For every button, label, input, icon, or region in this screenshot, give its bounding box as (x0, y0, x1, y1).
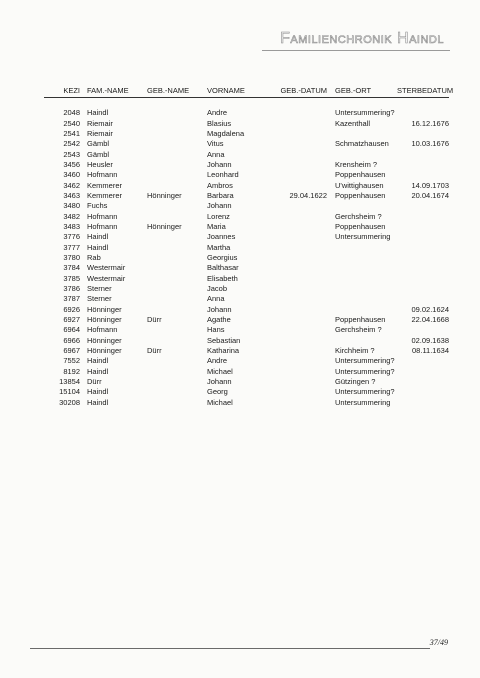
cell-kezi: 2542 (63, 139, 80, 149)
table-row (44, 305, 449, 315)
cell-birth-place (335, 201, 397, 211)
cell-first-name: Joannes (207, 232, 236, 242)
cell-birth-place: Gützingen ? (335, 376, 376, 386)
cell-family-name: Hönninger (87, 335, 122, 345)
cell-birth-date (269, 253, 335, 263)
column-header-first-name: VORNAME (207, 86, 269, 98)
table-row (44, 253, 449, 263)
table-row (44, 108, 449, 118)
cell-death-date (397, 212, 449, 222)
table-row (44, 243, 449, 253)
cell-birth-date (269, 367, 335, 377)
cell-birth-date (269, 201, 335, 211)
cell-kezi: 3786 (63, 283, 80, 293)
cell-birth-place: Untersummering? (335, 366, 395, 376)
table-row (44, 263, 449, 273)
cell-first-name: Georg (207, 387, 228, 397)
table-row (44, 294, 449, 304)
cell-birth-name (147, 212, 207, 222)
cell-death-date: 08.11.1634 (412, 345, 449, 355)
cell-birth-name (147, 139, 207, 149)
cell-kezi: 30208 (59, 397, 80, 407)
cell-family-name: Hofmann (87, 221, 118, 231)
cell-death-date (397, 150, 449, 160)
cell-family-name: Sterner (87, 283, 112, 293)
cell-kezi: 3483 (63, 221, 80, 231)
cell-birth-date (269, 139, 335, 149)
table-row (44, 170, 449, 180)
cell-death-date (397, 367, 449, 377)
cell-first-name: Jacob (207, 283, 228, 293)
cell-kezi: 2540 (63, 118, 80, 128)
cell-kezi: 2543 (63, 149, 80, 159)
cell-birth-date (269, 387, 335, 397)
cell-first-name: Anna (207, 294, 225, 304)
cell-birth-date (269, 294, 335, 304)
cell-death-date (397, 243, 449, 253)
cell-death-date (397, 170, 449, 180)
cell-kezi: 6967 (63, 345, 80, 355)
cell-birth-name (147, 387, 207, 397)
cell-birth-name: Dürr (147, 314, 162, 324)
cell-birth-name (147, 232, 207, 242)
cell-death-date (397, 253, 449, 263)
cell-first-name: Leonhard (207, 170, 239, 180)
cell-birth-place (335, 253, 397, 263)
cell-family-name: Fuchs (87, 201, 108, 211)
cell-kezi: 3462 (63, 180, 80, 190)
cell-kezi: 3456 (63, 159, 80, 169)
cell-family-name: Riemair (87, 128, 113, 138)
cell-death-date (397, 356, 449, 366)
cell-birth-date (269, 129, 335, 139)
table-row (44, 119, 449, 129)
cell-death-date: 22.04.1668 (411, 314, 449, 324)
cell-first-name: Katharina (207, 345, 240, 355)
cell-birth-date (269, 336, 335, 346)
cell-death-date (397, 201, 449, 211)
cell-family-name: Gämbl (87, 139, 110, 149)
cell-first-name: Johann (207, 159, 232, 169)
cell-birth-name (147, 356, 207, 366)
cell-death-date: 20.04.1674 (411, 190, 449, 200)
cell-first-name: Anna (207, 149, 225, 159)
cell-birth-place: Poppenhausen (335, 190, 386, 200)
cell-birth-name: Hönninger (147, 221, 182, 231)
cell-birth-date (269, 398, 335, 408)
column-header-kezi: KEZI (44, 86, 87, 98)
table-row (44, 398, 449, 408)
cell-birth-place: Gerchsheim ? (335, 325, 382, 335)
table-row (44, 150, 449, 160)
cell-birth-place (335, 243, 397, 253)
cell-family-name: Hönninger (87, 304, 122, 314)
cell-first-name: Elisabeth (207, 273, 238, 283)
cell-first-name: Barbara (207, 190, 234, 200)
cell-birth-place: Untersummering? (335, 108, 395, 118)
table-row (44, 356, 449, 366)
cell-birth-place: Untersummering? (335, 356, 395, 366)
cell-birth-name (147, 263, 207, 273)
cell-death-date: 16.12.1676 (411, 118, 449, 128)
cell-first-name: Hans (207, 325, 225, 335)
cell-death-date: 09.02.1624 (411, 304, 449, 314)
cell-family-name: Riemair (87, 118, 113, 128)
cell-birth-place: Schmatzhausen (335, 139, 389, 149)
cell-kezi: 2048 (63, 108, 80, 118)
cell-first-name: Johann (207, 304, 232, 314)
cell-birth-place (335, 263, 397, 273)
cell-birth-name (147, 305, 207, 315)
cell-birth-date (269, 181, 335, 191)
cell-first-name: Sebastian (207, 335, 241, 345)
cell-birth-place: Kirchheim ? (335, 345, 375, 355)
cell-family-name: Kemmerer (87, 190, 123, 200)
cell-birth-name (147, 108, 207, 118)
cell-kezi: 3784 (63, 263, 80, 273)
cell-death-date (397, 222, 449, 232)
cell-kezi: 6964 (63, 325, 80, 335)
cell-kezi: 7552 (63, 356, 80, 366)
cell-first-name: Michael (207, 397, 233, 407)
cell-birth-place: Krensheim ? (335, 159, 378, 169)
cell-birth-date (269, 263, 335, 273)
cell-birth-place (335, 274, 397, 284)
cell-kezi: 3785 (63, 273, 80, 283)
table-row (44, 160, 449, 170)
cell-birth-date (269, 356, 335, 366)
table-row (44, 191, 449, 201)
cell-family-name: Heusler (87, 159, 113, 169)
ancestor-register-table (44, 86, 454, 408)
table-row (44, 346, 449, 356)
cell-death-date (397, 284, 449, 294)
cell-birth-name (147, 253, 207, 263)
cell-death-date: 14.09.1703 (411, 180, 449, 190)
cell-birth-date (269, 108, 335, 118)
cell-birth-place: Untersummering? (335, 387, 395, 397)
cell-birth-name (147, 170, 207, 180)
cell-birth-date: 29.04.1622 (289, 190, 327, 200)
cell-death-date (397, 325, 449, 335)
table-row (44, 315, 449, 325)
cell-birth-place: Gerchsheim ? (335, 211, 382, 221)
cell-birth-date (269, 325, 335, 335)
cell-family-name: Kemmerer (87, 180, 123, 190)
cell-kezi: 3776 (63, 232, 80, 242)
cell-first-name: Johann (207, 376, 232, 386)
cell-kezi: 13854 (59, 376, 80, 386)
column-header-birth-date: GEB.-DATUM (269, 86, 335, 98)
cell-birth-place (335, 150, 397, 160)
cell-birth-place (335, 284, 397, 294)
page-number: 37/49 (429, 638, 448, 647)
cell-death-date (397, 377, 449, 387)
cell-birth-date (269, 284, 335, 294)
cell-birth-place (335, 336, 397, 346)
cell-family-name: Rab (87, 252, 101, 262)
cell-first-name: Andre (207, 356, 228, 366)
table-row (44, 129, 449, 139)
title-rule (262, 50, 450, 51)
cell-family-name: Hofmann (87, 325, 118, 335)
table-row (44, 325, 449, 335)
cell-birth-date (269, 305, 335, 315)
cell-birth-date (269, 222, 335, 232)
cell-family-name: Hönninger (87, 314, 122, 324)
cell-kezi: 3780 (63, 252, 80, 262)
cell-birth-date (269, 170, 335, 180)
cell-birth-date (269, 243, 335, 253)
cell-death-date (397, 129, 449, 139)
cell-birth-place: U'wittighausen (335, 180, 384, 190)
cell-family-name: Hofmann (87, 170, 118, 180)
table-row (44, 181, 449, 191)
cell-first-name: Blasius (207, 118, 232, 128)
column-header-death-date: STERBEDATUM (397, 86, 449, 98)
cell-birth-name (147, 201, 207, 211)
cell-first-name: Martha (207, 242, 231, 252)
cell-kezi: 6926 (63, 304, 80, 314)
cell-birth-name (147, 367, 207, 377)
cell-family-name: Haindl (87, 108, 109, 118)
cell-death-date: 02.09.1638 (411, 335, 449, 345)
cell-death-date (397, 274, 449, 284)
cell-birth-name (147, 398, 207, 408)
cell-kezi: 6927 (63, 314, 80, 324)
cell-first-name: Lorenz (207, 211, 230, 221)
cell-birth-name (147, 119, 207, 129)
cell-death-date (397, 263, 449, 273)
cell-family-name: Haindl (87, 232, 109, 242)
table-spacer (44, 98, 449, 109)
cell-kezi: 3460 (63, 170, 80, 180)
cell-death-date (397, 387, 449, 397)
cell-first-name: Michael (207, 366, 233, 376)
column-header-family-name: FAM.-NAME (87, 86, 147, 98)
cell-family-name: Haindl (87, 366, 109, 376)
cell-birth-date (269, 119, 335, 129)
cell-family-name: Westermair (87, 263, 126, 273)
cell-birth-place: Kazenthall (335, 118, 371, 128)
cell-birth-place (335, 294, 397, 304)
cell-family-name: Haindl (87, 387, 109, 397)
cell-family-name: Sterner (87, 294, 112, 304)
cell-family-name: Gämbl (87, 149, 110, 159)
table-row (44, 336, 449, 346)
cell-first-name: Vitus (207, 139, 224, 149)
cell-birth-name (147, 181, 207, 191)
column-header-birth-place: GEB.-ORT (335, 86, 397, 98)
cell-kezi: 3463 (63, 190, 80, 200)
table-row (44, 201, 449, 211)
cell-death-date (397, 398, 449, 408)
cell-birth-name (147, 150, 207, 160)
table-row (44, 367, 449, 377)
table-row (44, 139, 449, 149)
table-row (44, 387, 449, 397)
cell-kezi: 8192 (63, 366, 80, 376)
table-row (44, 377, 449, 387)
cell-birth-place: Poppenhausen (335, 170, 386, 180)
footer-rule (30, 648, 430, 649)
cell-kezi: 6966 (63, 335, 80, 345)
cell-birth-name (147, 274, 207, 284)
cell-first-name: Johann (207, 201, 232, 211)
cell-birth-name (147, 243, 207, 253)
cell-birth-name: Dürr (147, 345, 162, 355)
cell-kezi: 3480 (63, 201, 80, 211)
cell-family-name: Westermair (87, 273, 126, 283)
cell-kezi: 2541 (63, 128, 80, 138)
cell-birth-place: Poppenhausen (335, 314, 386, 324)
cell-birth-date (269, 232, 335, 242)
cell-birth-place (335, 129, 397, 139)
cell-death-date: 10.03.1676 (411, 139, 449, 149)
cell-birth-name (147, 336, 207, 346)
cell-birth-date (269, 150, 335, 160)
cell-birth-date (269, 346, 335, 356)
cell-death-date (397, 232, 449, 242)
cell-kezi: 3787 (63, 294, 80, 304)
cell-birth-name (147, 284, 207, 294)
cell-birth-place: Untersummering (335, 232, 391, 242)
cell-kezi: 3777 (63, 242, 80, 252)
cell-first-name: Ambros (207, 180, 233, 190)
cell-kezi: 3482 (63, 211, 80, 221)
cell-birth-name (147, 377, 207, 387)
cell-birth-name (147, 129, 207, 139)
cell-family-name: Hofmann (87, 211, 118, 221)
cell-kezi: 15104 (59, 387, 80, 397)
table-header-row (44, 86, 449, 98)
cell-death-date (397, 108, 449, 118)
cell-family-name: Haindl (87, 242, 109, 252)
cell-family-name: Haindl (87, 356, 109, 366)
cell-first-name: Maria (207, 221, 226, 231)
cell-birth-name (147, 294, 207, 304)
table-row (44, 284, 449, 294)
cell-birth-name: Hönninger (147, 190, 182, 200)
cell-first-name: Balthasar (207, 263, 239, 273)
cell-death-date (397, 160, 449, 170)
cell-birth-date (269, 212, 335, 222)
cell-birth-place: Untersummering (335, 397, 391, 407)
cell-family-name: Dürr (87, 376, 102, 386)
cell-death-date (397, 294, 449, 304)
page-title: Familienchronik Haindl (280, 30, 444, 47)
cell-first-name: Agathe (207, 314, 231, 324)
cell-birth-name (147, 325, 207, 335)
table-body (44, 98, 449, 408)
cell-birth-date (269, 377, 335, 387)
cell-birth-place (335, 305, 397, 315)
table-row (44, 212, 449, 222)
cell-birth-date (269, 160, 335, 170)
cell-first-name: Georgius (207, 252, 238, 262)
cell-birth-place: Poppenhausen (335, 221, 386, 231)
cell-family-name: Haindl (87, 397, 109, 407)
cell-birth-name (147, 160, 207, 170)
table-row (44, 222, 449, 232)
cell-birth-date (269, 315, 335, 325)
cell-family-name: Hönninger (87, 345, 122, 355)
table-row (44, 232, 449, 242)
cell-first-name: Andre (207, 108, 228, 118)
cell-first-name: Magdalena (207, 128, 245, 138)
table-row (44, 274, 449, 284)
cell-birth-date (269, 274, 335, 284)
column-header-birth-name: GEB.-NAME (147, 86, 207, 98)
